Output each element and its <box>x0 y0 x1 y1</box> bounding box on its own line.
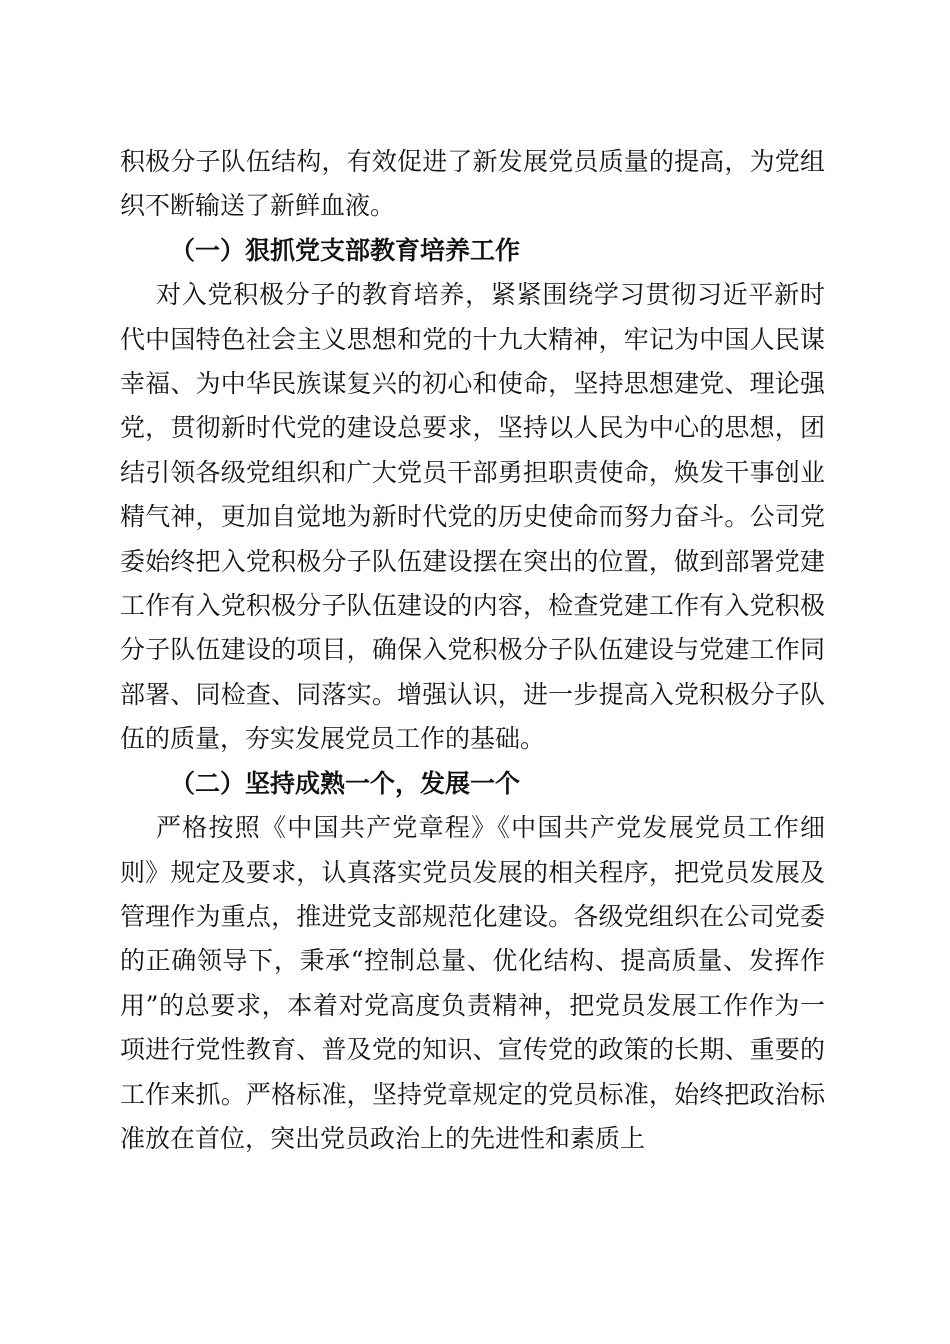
document-body <box>120 140 825 1161</box>
paragraph-education-training: 对入党积极分子的教育培养，紧紧围绕学习贯彻习近平新时代中国特色社会主义思想和党的十九大精神，牢记为中国人民谋幸福、为中华民族谋复兴的初心和使命，坚持思想建党、理论强党，贯彻新时代党的建设总要求，坚持以人民为中心的思想，团结引领各级党组织和广大党员干部勇担职责使命，焕发干事创业精气神，更加自觉地为新时代党的历史使命而努力奋斗。公司党委始终把入党积极分子队伍建设摆在突出的位置，做到部署党建工作有入党积极分子队伍建设的内容，检查党建工作有入党积极分子队伍建设的项目，确保入党积极分子队伍建设与党建工作同部署、同检查、同落实。增强认识，进一步提高入党积极分子队伍的质量，夯实发展党员工作的基础。 <box>120 280 825 754</box>
paragraph-continuation: 积极分子队伍结构，有效促进了新发展党员质量的提高，为党组织不断输送了新鲜血液。 <box>120 147 825 221</box>
section-heading-1: （一）狠抓党支部教育培养工作 <box>170 235 521 265</box>
paragraph-member-development: 严格按照《中国共产党章程》《中国共产党发展党员工作细则》规定及要求，认真落实党员发展的相关程序，把党员发展及管理作为重点，推进党支部规范化建设。各级党组织在公司党委的正确领导下，秉承“控制总量、优化结构、提高质量、发挥作用”的总要求，本着对党高度负责精神，把党员发展工作作为一项进行党性教育、普及党的知识、宣传党的政策的长期、重要的工作来抓。严格标准，坚持党章规定的党员标准，始终把政治标准放在首位，突出党员政治上的先进性和素质上 <box>120 813 825 1153</box>
section-heading-2: （二）坚持成熟一个，发展一个 <box>170 768 521 798</box>
